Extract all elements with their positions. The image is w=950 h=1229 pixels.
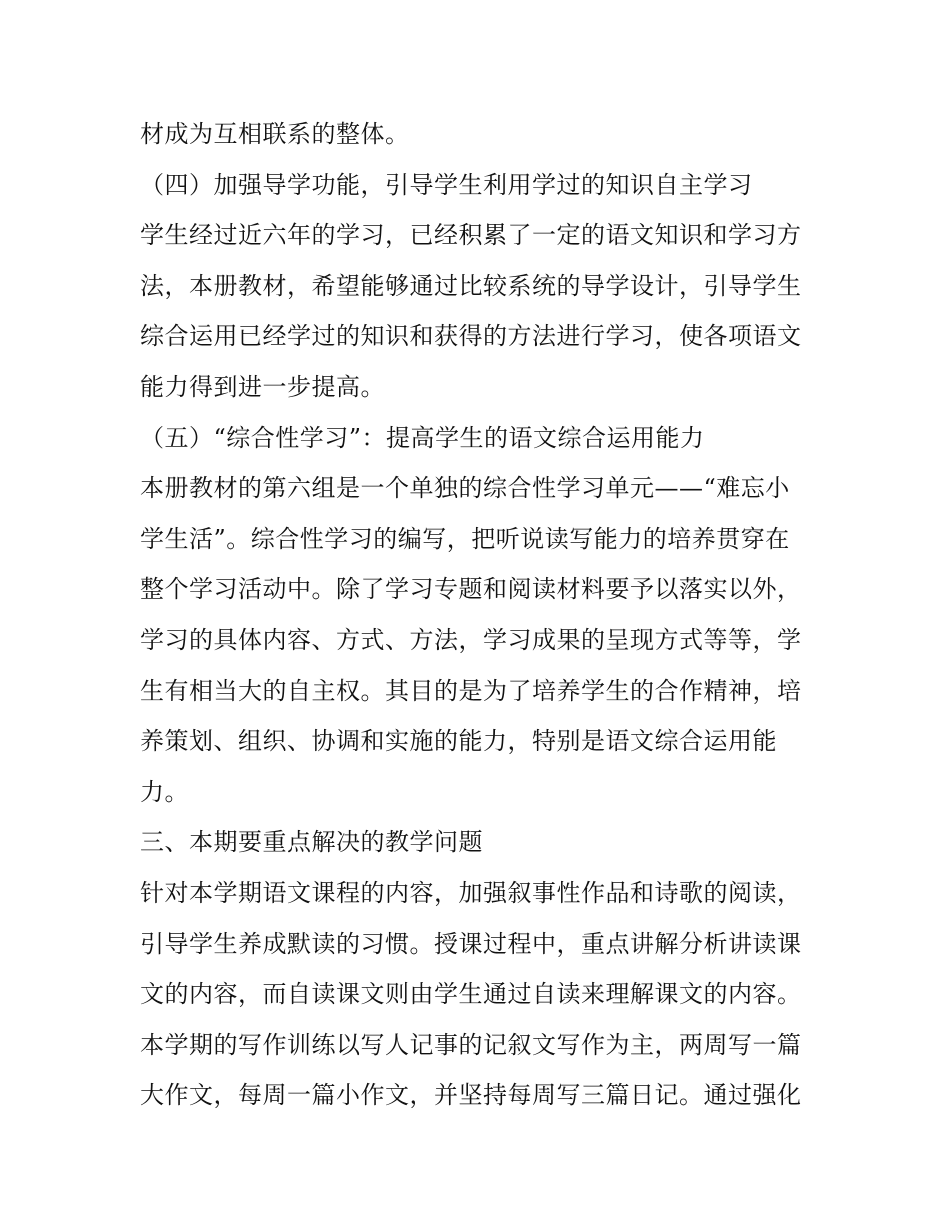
- body-text: [140, 109, 815, 1121]
- section-heading-3: 三、本期要重点解决的教学问题: [140, 828, 483, 857]
- text-line: 生有相当大的自主权。其目的是为了培养学生的合作精神，培: [140, 676, 802, 705]
- text-line: 针对本学期语文课程的内容，加强叙事性作品和诗歌的阅读，: [140, 878, 802, 907]
- text-line: 法，本册教材，希望能够通过比较系统的导学设计，引导学生: [140, 271, 802, 300]
- text-line: 能力得到进一步提高。: [140, 372, 385, 401]
- text-line: 文的内容，而自读课文则由学生通过自读来理解课文的内容。: [140, 980, 802, 1009]
- text-line: 学生活”。综合性学习的编写，把听说读写能力的培养贯穿在: [140, 524, 790, 553]
- text-line: 学生经过近六年的学习，已经积累了一定的语文知识和学习方: [140, 221, 802, 250]
- text-line: 养策划、组织、协调和实施的能力，特别是语文综合运用能: [140, 727, 777, 756]
- text-line: 引导学生养成默读的习惯。授课过程中，重点讲解分析讲读课: [140, 929, 802, 958]
- text-line: 本学期的写作训练以写人记事的记叙文写作为主，两周写一篇: [140, 1030, 802, 1059]
- section-heading-4: （四）加强导学功能，引导学生利用学过的知识自主学习: [140, 170, 753, 199]
- text-line: 整个学习活动中。除了学习专题和阅读材料要予以落实以外，: [140, 575, 802, 604]
- text-line: 本册教材的第六组是一个单独的综合性学习单元——“难忘小: [140, 474, 790, 503]
- text-line: 材成为互相联系的整体。: [140, 120, 410, 148]
- text-line: 力。: [140, 777, 189, 806]
- text-line: 学习的具体内容、方式、方法，学习成果的呈现方式等等，学: [140, 625, 802, 654]
- text-line: 大作文，每周一篇小作文，并坚持每周写三篇日记。通过强化: [140, 1081, 802, 1110]
- section-heading-5: （五）“综合性学习”：提高学生的语文综合运用能力: [140, 423, 705, 452]
- text-line: 综合运用已经学过的知识和获得的方法进行学习，使各项语文: [140, 322, 802, 351]
